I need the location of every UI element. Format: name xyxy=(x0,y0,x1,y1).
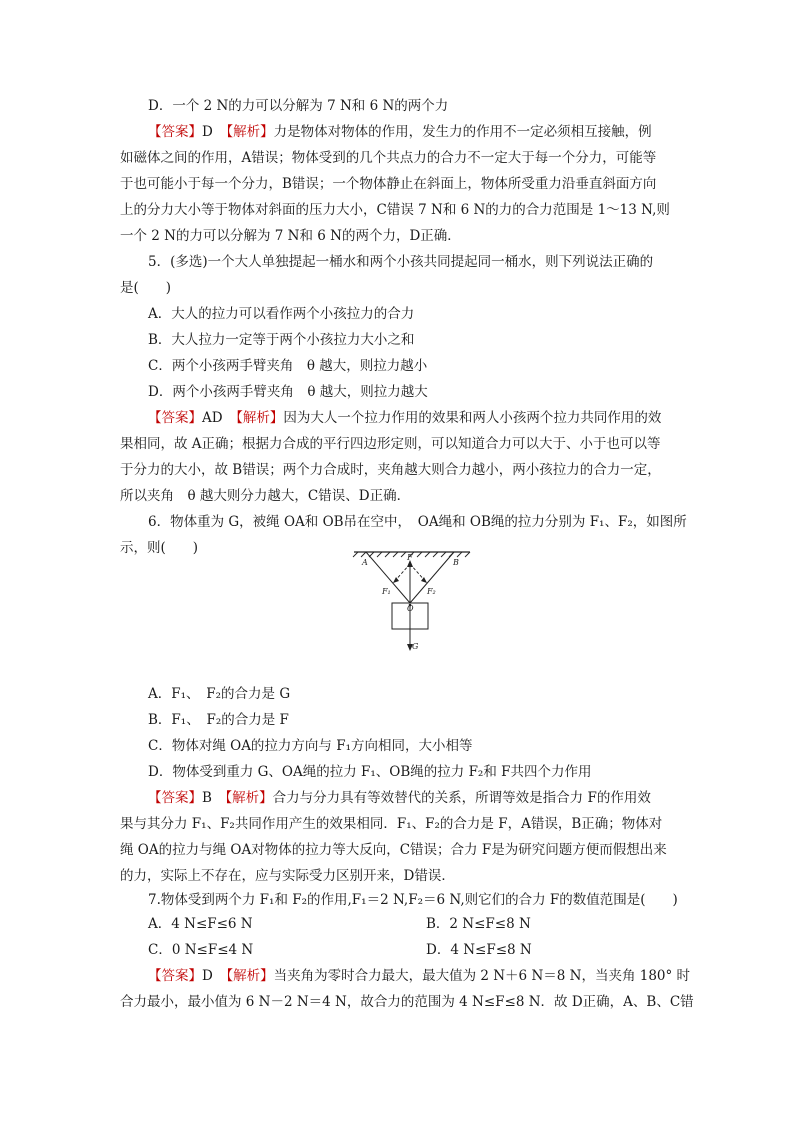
q6-option-d: D．物体受到重力 G、OA绳的拉力 F₁、OB绳的拉力 F₂和 F共四个力作用 xyxy=(148,764,592,780)
label-f: F xyxy=(407,553,413,562)
label-o: O xyxy=(407,604,414,613)
q6-analysis-line: 绳 OA的拉力与绳 OA对物体的拉力等大反向，C错误；合力 F是为研究问题方便而假想出来 xyxy=(120,842,667,858)
q6-option-c: C．物体对绳 OA的拉力方向与 F₁方向相同，大小相等 xyxy=(148,738,473,754)
q6-option-b: B．F₁、 F₂的合力是 F xyxy=(148,712,289,728)
label-g: G xyxy=(412,642,419,651)
q5-analysis-line: 于分力的大小，故 B错误；两个力合成时，夹角越大则合力越小，两小孩拉力的合力一定， xyxy=(120,462,661,478)
label-a: A xyxy=(362,558,368,567)
q4-analysis-line: 上的分力大小等于物体对斜面的压力大小，C错误 7 N和 6 N的力的合力范围是 1～13 N,则 xyxy=(120,202,670,218)
q5-analysis-line: 果相同，故 A正确；根据力合成的平行四边形定则，可以知道合力可以大于、小于也可以等 xyxy=(120,436,661,452)
answer-tag: 【答案】 xyxy=(148,124,202,140)
analysis-tag: 【解析】 xyxy=(236,410,284,426)
answer-value: D xyxy=(202,124,213,140)
q7-stem: 7.物体受到两个力 F₁和 F₂的作用,F₁＝2 N,F₂＝6 N,则它们的合力 F的数值范围是( ) xyxy=(148,892,678,908)
q5-stem-cont: 是( ) xyxy=(120,280,172,296)
q5-stem: 5．(多选)一个大人单独提起一桶水和两个小孩共同提起同一桶水，则下列说法正确的 xyxy=(148,254,654,270)
q7-answer-line xyxy=(148,966,690,986)
q5-option-d: D．两个小孩两手臂夹角 θ 越大，则拉力越大 xyxy=(148,384,428,400)
q7-option-a: A．4 N≤F≤6 N xyxy=(148,916,253,932)
analysis-text: 合力与分力具有等效替代的关系，所谓等效是指合力 F的作用效 xyxy=(272,790,651,806)
label-f2: F₂ xyxy=(427,587,436,596)
answer-value: D xyxy=(202,968,213,984)
answer-value: AD xyxy=(202,410,223,426)
q7-option-b: B．2 N≤F≤8 N xyxy=(426,916,531,932)
analysis-tag: 【解析】 xyxy=(226,124,274,140)
analysis-text: 当夹角为零时合力最大，最大值为 2 N＋6 N＝8 N，当夹角 180° 时 xyxy=(273,968,691,984)
q6-analysis-line: 的力，实际上不存在，应与实际受力区别开来，D错误． xyxy=(120,868,455,884)
q5-option-a: A．大人的拉力可以看作两个小孩拉力的合力 xyxy=(148,306,415,322)
q7-option-c: C．0 N≤F≤4 N xyxy=(148,942,254,958)
q4-answer-line xyxy=(148,122,652,142)
analysis-tag: 【解析】 xyxy=(225,790,273,806)
q4-analysis-line: 一个 2 N的力可以分解为 7 N和 6 N的两个力，D正确． xyxy=(120,228,461,244)
label-b: B xyxy=(453,558,459,567)
q5-option-b: B．大人拉力一定等于两个小孩拉力大小之和 xyxy=(148,332,415,348)
q5-analysis-line: 所以夹角 θ 越大则分力越大，C错误、D正确． xyxy=(120,488,411,504)
q4-option-d: D．一个 2 N的力可以分解为 7 N和 6 N的两个力 xyxy=(148,98,449,114)
q4-analysis-line: 于也可能小于每一个分力，B错误；一个物体静止在斜面上，物体所受重力沿垂直斜面方向 xyxy=(120,176,657,192)
q6-stem-cont: 示，则( ) xyxy=(120,540,199,556)
q7-option-d: D．4 N≤F≤8 N xyxy=(426,942,532,958)
answer-value: B xyxy=(202,790,212,806)
answer-tag: 【答案】 xyxy=(148,790,202,806)
q6-option-a: A．F₁、 F₂的合力是 G xyxy=(148,686,291,702)
q6-stem: 6．物体重为 G，被绳 OA和 OB吊在空中， OA绳和 OB绳的拉力分别为 F₁、F₂，如图所 xyxy=(148,514,687,530)
q7-analysis-line: 合力最小，最小值为 6 N－2 N＝4 N，故合力的范围为 4 N≤F≤8 N．故 D正确，A、B、C错 xyxy=(120,994,694,1010)
analysis-text: 因为大人一个拉力作用的效果和两人小孩两个拉力共同作用的效 xyxy=(283,410,662,426)
q6-answer-line xyxy=(148,788,651,808)
analysis-text: 力是物体对物体的作用，发生力的作用不一定必须相互接触，例 xyxy=(273,124,652,140)
q6-analysis-line: 果与其分力 F₁、F₂共同作用产生的效果相同．F₁、F₂的合力是 F，A错误，B正确；物体对 xyxy=(120,816,663,832)
answer-tag: 【答案】 xyxy=(148,968,202,984)
analysis-tag: 【解析】 xyxy=(226,968,274,984)
force-diagram xyxy=(352,548,474,656)
answer-tag: 【答案】 xyxy=(148,410,202,426)
q5-answer-line xyxy=(148,408,661,428)
q5-option-c: C．两个小孩两手臂夹角 θ 越大，则拉力越小 xyxy=(148,358,428,374)
label-f1: F₁ xyxy=(382,587,391,596)
q4-analysis-line: 如磁体之间的作用，A错误；物体受到的几个共点力的合力不一定大于每一个分力，可能等 xyxy=(120,150,657,166)
